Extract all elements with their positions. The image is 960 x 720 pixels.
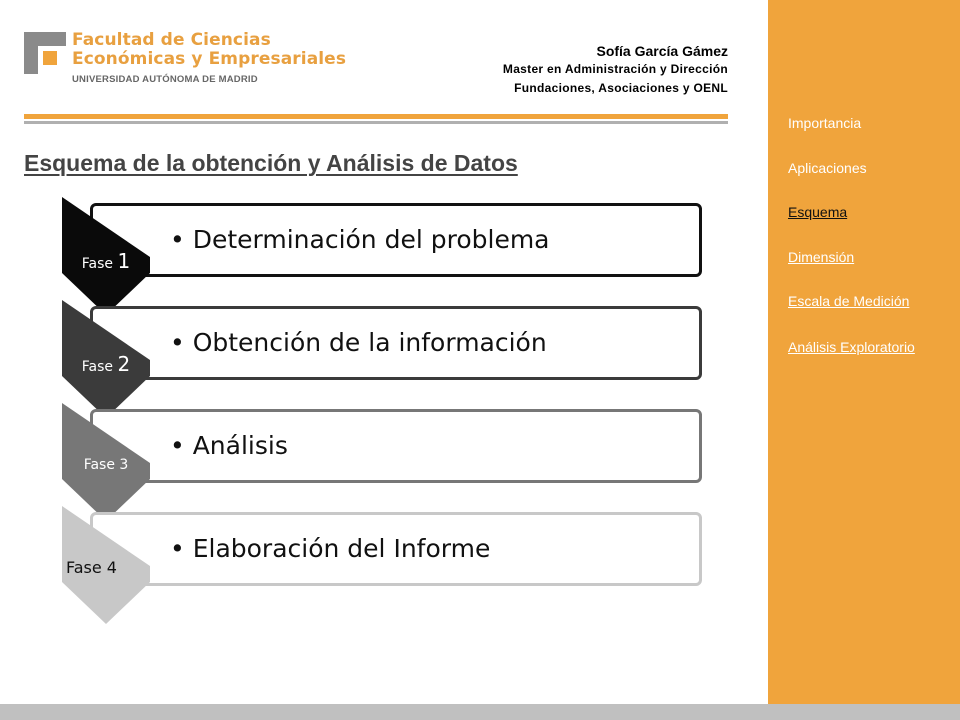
sidebar-item-aplicaciones[interactable]: Aplicaciones	[788, 160, 867, 176]
phase-label-4	[66, 558, 154, 577]
logo-line-2: Económicas y Empresariales	[72, 49, 347, 69]
phase-label-3	[62, 457, 150, 473]
sidebar-item-escala-medicion[interactable]: Escala de Medición	[788, 293, 910, 309]
phase-label-text-3: Fase 3	[83, 457, 129, 473]
sidebar-item-analisis-exploratorio[interactable]: Análisis Exploratorio	[788, 339, 915, 355]
bottom-bar	[0, 704, 960, 720]
author-program-2: Fundaciones, Asociaciones y OENL	[514, 81, 728, 95]
header-rule-gray	[24, 121, 728, 124]
logo-line-3: UNIVERSIDAD AUTÓNOMA DE MADRID	[72, 74, 258, 85]
phase-text-value-1: Determinación del problema	[192, 225, 550, 254]
author-block	[503, 42, 728, 98]
header-rule-orange	[24, 114, 728, 119]
phase-label-text-4: Fase 4	[66, 558, 117, 577]
phase-label-num-2: 2	[117, 352, 131, 376]
author-name: Sofía García Gámez	[596, 43, 728, 59]
author-program-1: Master en Administración y Dirección	[502, 62, 728, 76]
phase-text-4: • Elaboración del Informe	[170, 534, 491, 563]
logo-mark-icon	[24, 32, 66, 74]
phase-text-value-4: Elaboración del Informe	[192, 534, 491, 563]
phase-label-text-1: Fase	[81, 256, 114, 272]
phase-label-num-1: 1	[117, 249, 131, 273]
phase-text-value-2: Obtención de la información	[192, 328, 547, 357]
phase-text-1: • Determinación del problema	[170, 225, 550, 254]
sidebar-nav	[768, 0, 960, 704]
phase-text-value-3: Análisis	[192, 431, 288, 460]
phase-label-2	[62, 352, 150, 376]
phase-row-4	[62, 512, 706, 652]
phase-label-text-2: Fase	[81, 359, 114, 375]
logo-line-1: Facultad de Ciencias	[72, 30, 271, 50]
slide-title: Esquema de la obtención y Análisis de Datos	[24, 150, 518, 176]
phase-label-1	[62, 249, 150, 273]
sidebar-item-esquema[interactable]: Esquema	[788, 204, 848, 220]
phase-text-3: • Análisis	[170, 431, 288, 460]
sidebar-item-dimension[interactable]: Dimensión	[788, 249, 855, 265]
phase-text-2: • Obtención de la información	[170, 328, 547, 357]
faculty-logo	[24, 30, 347, 100]
sidebar-item-importancia[interactable]: Importancia	[788, 115, 862, 131]
